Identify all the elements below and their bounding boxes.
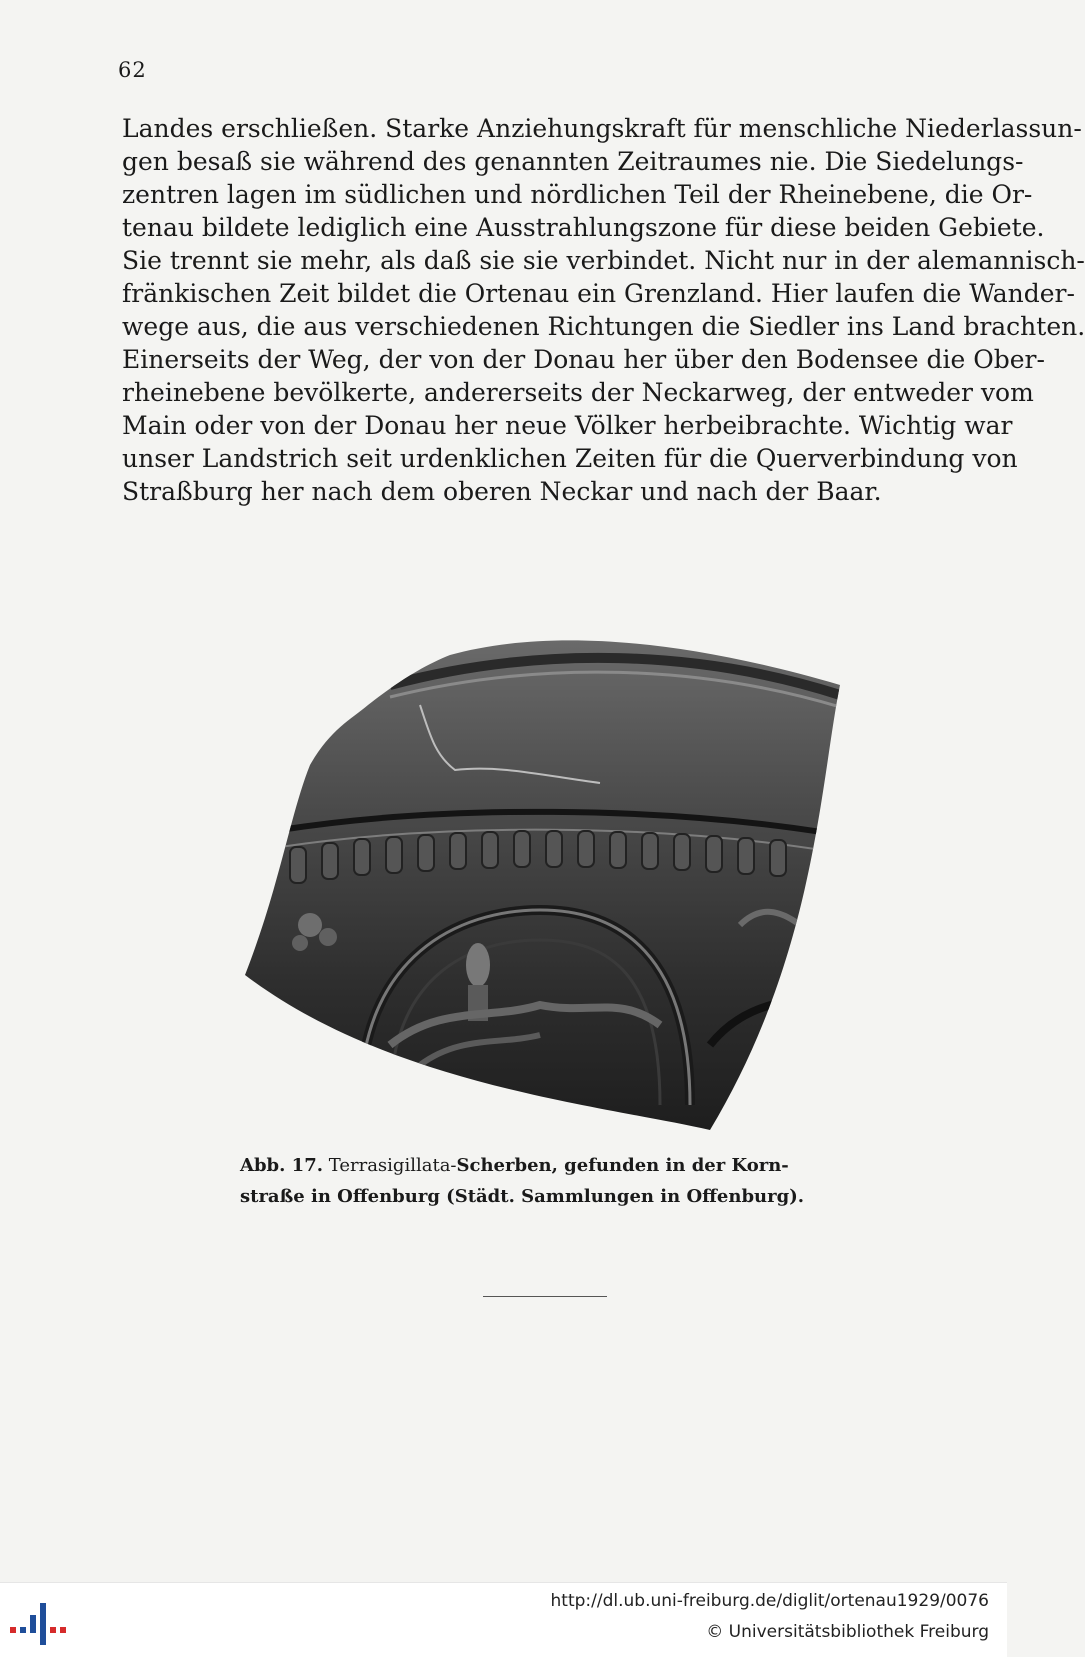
section-divider bbox=[483, 1296, 607, 1297]
caption-label: Abb. 17. bbox=[240, 1155, 323, 1176]
body-line: Straßburg her nach dem oberen Neckar und nach der Baar. bbox=[122, 477, 882, 506]
pottery-shard-photo bbox=[240, 625, 850, 1145]
body-line: zentren lagen im südlichen und nördlichen Teil der Rheinebene, die Or- bbox=[122, 180, 1033, 209]
viewer-footer bbox=[0, 1582, 1007, 1657]
body-line: rheinebene bevölkerte, andererseits der Neckarweg, der entweder vom bbox=[122, 378, 1034, 407]
body-line: Einerseits der Weg, der von der Donau her über den Bodensee die Ober- bbox=[122, 345, 1045, 374]
body-line: Landes erschließen. Starke Anziehungskraft für menschliche Niederlassun- bbox=[122, 114, 1082, 143]
body-line: Sie trennt sie mehr, als daß sie sie verbindet. Nicht nur in der alemannisch- bbox=[122, 246, 1085, 275]
copyright-notice: © Universitätsbibliothek Freiburg bbox=[706, 1622, 989, 1642]
body-line: wege aus, die aus verschiedenen Richtungen die Siedler ins Land brachten. bbox=[122, 312, 1085, 341]
body-line: gen besaß sie während des genannten Zeitraumes nie. Die Siedelungs- bbox=[122, 147, 1024, 176]
page-number: 62 bbox=[118, 58, 147, 82]
body-line: tenau bildete lediglich eine Ausstrahlungszone für diese beiden Gebiete. bbox=[122, 213, 1045, 242]
caption-text-a: Terrasigillata- bbox=[328, 1155, 457, 1176]
caption-text-b: Scherben, gefunden in der Korn- bbox=[456, 1155, 789, 1176]
body-text bbox=[122, 112, 1085, 508]
body-line: Main oder von der Donau her neue Völker herbeibrachte. Wichtig war bbox=[122, 411, 1013, 440]
figure-caption bbox=[240, 1150, 804, 1212]
body-line: fränkischen Zeit bildet die Ortenau ein Grenzland. Hier laufen die Wander- bbox=[122, 279, 1075, 308]
caption-line-1 bbox=[240, 1150, 800, 1181]
permalink-url[interactable]: http://dl.ub.uni-freiburg.de/diglit/ortenau1929/0076 bbox=[550, 1591, 989, 1611]
caption-line-2: straße in Offenburg (Städt. Sammlungen in Offenburg). bbox=[240, 1186, 804, 1207]
body-line: unser Landstrich seit urdenklichen Zeiten für die Querverbindung von bbox=[122, 444, 1018, 473]
ub-freiburg-logo-icon[interactable] bbox=[10, 1599, 68, 1649]
